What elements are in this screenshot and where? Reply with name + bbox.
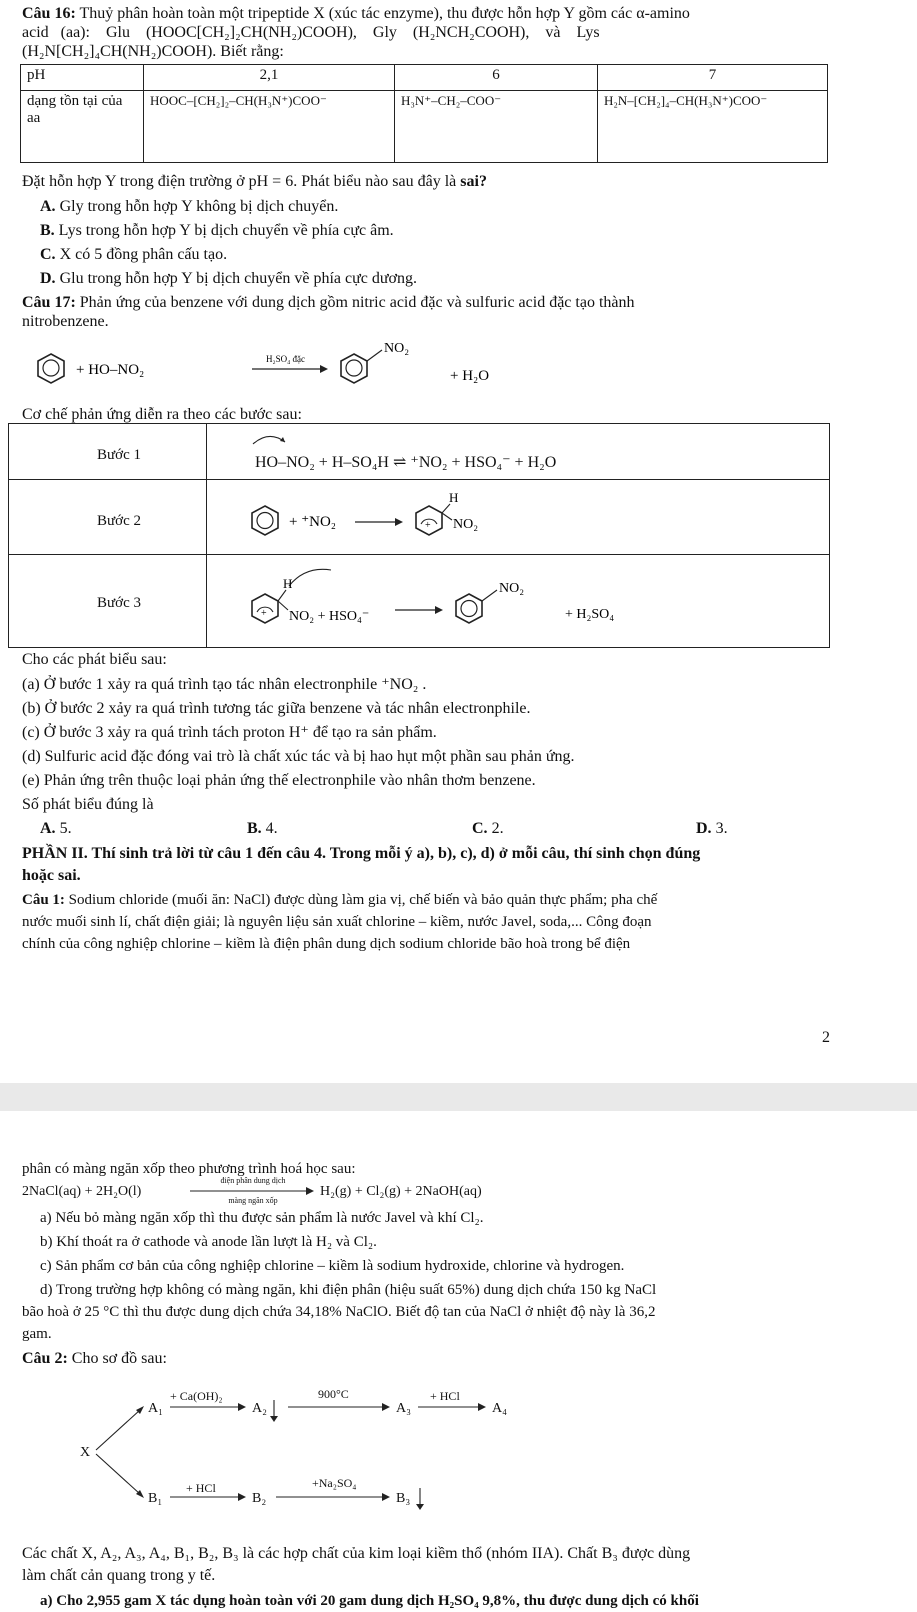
c2-a4: A₄	[492, 1401, 507, 1416]
arrow-icon	[435, 606, 443, 614]
q17-title: Câu 17:	[22, 294, 76, 311]
c2-a3: A₃	[396, 1401, 411, 1416]
q16-form-glu: HOOC–[CH₂]₂–CH(H₃N⁺)COO⁻	[144, 91, 395, 163]
q16-intro-2: acid (aa): Glu (HOOC[CH₂]₂CH(NH₂)COOH), Gly (H₂NCH₂COOH), và Lys	[22, 24, 600, 41]
step3-label: Bước 3	[97, 595, 141, 611]
option-label: C.	[40, 246, 56, 263]
option-text: X có 5 đồng phân cấu tạo.	[59, 246, 228, 263]
q17-answer-d[interactable]	[696, 819, 728, 838]
answer-label: A.	[40, 820, 56, 837]
c2-intro: Cho sơ đồ sau:	[71, 1350, 167, 1367]
q16-question-bold: sai?	[460, 173, 487, 190]
answer-label: C.	[472, 820, 488, 837]
eq-no2: NO₂	[384, 341, 410, 356]
option-label: D.	[40, 270, 56, 287]
q16-form-lys: H₂N–[CH₂]₄–CH(H₃N⁺)COO⁻	[598, 91, 828, 163]
c1-line1	[22, 891, 657, 909]
c2-x: X	[80, 1445, 91, 1460]
c1-item-a: a) Nếu bỏ màng ngăn xốp thì thu được sản phẩm là nước Javel và khí Cl₂.	[40, 1210, 484, 1226]
q17-statement-a: (a) Ở bước 1 xảy ra quá trình tạo tác nhân electronphile ⁺NO₂ .	[22, 676, 427, 693]
c1-eq-right: H₂(g) + Cl₂(g) + 2NaOH(aq)	[320, 1184, 482, 1199]
part2-heading-1: PHẦN II. Thí sinh trả lời từ câu 1 đến câu 4. Trong mỗi ý a), b), c), d) ở mỗi câu, thí sinh chọn đúng	[22, 845, 701, 862]
q17-statement-b: (b) Ở bước 2 xảy ra quá trình tương tác giữa benzene và tác nhân electronphile.	[22, 700, 531, 717]
q16-th-7: 7	[598, 65, 828, 91]
c2-a1: A₁	[148, 1401, 163, 1416]
q17-answer-b[interactable]	[247, 819, 278, 838]
svg-text:+: +	[425, 520, 431, 531]
q16-title: Câu 16:	[22, 5, 76, 22]
q17-mechanism-table	[8, 423, 830, 648]
step1-label: Bước 1	[97, 447, 141, 463]
q17-intro-2: nitrobenzene.	[22, 313, 109, 330]
q17-statements-title: Cho các phát biểu sau:	[22, 651, 167, 668]
c1-line3: chính của công nghiệp chlorine – kiềm là điện phân dung dịch sodium chloride bão hoà trong bể điện	[22, 936, 631, 952]
c2-a2-cond: 900°C	[318, 1387, 349, 1401]
step3-no2b: NO₂	[499, 581, 525, 596]
c1-line1-text: Sodium chloride (muối ăn: NaCl) được dùng làm gia vị, chế biến và bảo quản thực phẩm; pha chế	[68, 892, 658, 908]
c1-item-c: c) Sản phẩm cơ bản của công nghiệp chlorine – kiềm là sodium hydroxide, chlorine và hydrogen.	[40, 1258, 625, 1274]
eq-condition: H₂SO₄ đặc	[266, 354, 306, 364]
c2-b1: B₁	[148, 1491, 163, 1506]
c1-line2: nước muối sinh lí, chất điện giải; là nguyên liệu sản xuất chlorine – kiềm, nước Javel, soda,... Công đoạn	[22, 914, 652, 930]
eq-reagent: + HO–NO₂	[76, 362, 145, 378]
c2-b3: B₃	[396, 1491, 411, 1506]
q16-option-c[interactable]	[40, 245, 227, 264]
c2-b2: B₂	[252, 1491, 267, 1506]
c2-note-1: Các chất X, A₂, A₃, A₄, B₁, B₂, B₃ là các hợp chất của kim loại kiềm thổ (nhóm IIA). Chất B₃ được dùng	[22, 1545, 691, 1562]
option-label: B.	[40, 222, 55, 239]
nitrobenzene-icon	[456, 590, 497, 623]
q17-intro-1: Phản ứng của benzene với dung dịch gồm nitric acid đặc và sulfuric acid đặc tạo thành	[79, 294, 635, 311]
answer-text: 3.	[715, 820, 728, 837]
step2-no2: NO₂	[453, 517, 479, 532]
q16-line1	[22, 4, 690, 23]
part2-heading-2: hoặc sai.	[22, 867, 81, 884]
q17-mechanism-title: Cơ chế phản ứng diễn ra theo các bước sau:	[22, 406, 302, 423]
arenium-ion-icon	[252, 590, 288, 623]
step2-label: Bước 2	[97, 513, 141, 529]
q17-line1	[22, 293, 635, 312]
q16-intro-3: (H₂N[CH₂]₄CH(NH₂)COOH). Biết rằng:	[22, 43, 284, 60]
c2-b2-reagent: +Na₂SO₄	[312, 1476, 357, 1490]
q17-answer-c[interactable]	[472, 819, 504, 838]
q16-th-21: 2,1	[144, 65, 395, 91]
c1-eq-left: 2NaCl(aq) + 2H₂O(l)	[22, 1184, 142, 1199]
q16-option-b[interactable]	[40, 221, 394, 240]
c2-item-a: a) Cho 2,955 gam X tác dụng hoàn toàn với 20 gam dung dịch H₂SO₄ 9,8%, thu được dung dịch có khối	[40, 1593, 699, 1609]
eq-water: + H₂O	[450, 368, 490, 384]
answer-label: D.	[696, 820, 712, 837]
q17-count-question: Số phát biểu đúng là	[22, 796, 154, 813]
arrow-icon	[395, 518, 403, 526]
q16-th-6: 6	[395, 65, 598, 91]
q16-form-gly: H₃N⁺–CH₂–COO⁻	[395, 91, 598, 163]
step1-curved-arrow-icon	[249, 430, 289, 446]
c2-line1	[22, 1349, 167, 1368]
svg-text:+: +	[261, 608, 267, 619]
c2-scheme	[60, 1382, 620, 1522]
page-number: 2	[822, 1029, 830, 1046]
c2-a2: A₂	[252, 1401, 267, 1416]
step3-diagram	[245, 560, 685, 642]
c2-note-2: làm chất cản quang trong y tế.	[22, 1567, 216, 1584]
c1-item-d-3: gam.	[22, 1326, 52, 1342]
q17-equation	[30, 336, 510, 396]
benzene-icon	[38, 354, 64, 383]
c1-title: Câu 1:	[22, 892, 65, 908]
q17-statement-c: (c) Ở bước 3 xảy ra quá trình tách proton H⁺ để tạo ra sản phẩm.	[22, 724, 437, 741]
q17-statement-d: (d) Sulfuric acid đặc đóng vai trò là chất xúc tác và bị hao hụt một phần sau phản ứng.	[22, 748, 575, 765]
c1-eq-cond-top: điện phân dung dịch	[220, 1176, 286, 1185]
option-text: Glu trong hỗn hợp Y bị dịch chuyển về phía cực dương.	[59, 270, 418, 287]
c2-b1-reagent: + HCl	[186, 1481, 216, 1495]
c2-a1-reagent: + Ca(OH)₂	[170, 1389, 223, 1403]
answer-text: 5.	[59, 820, 72, 837]
page-break	[0, 1083, 917, 1111]
answer-text: 2.	[491, 820, 504, 837]
option-label: A.	[40, 198, 56, 215]
step2-plus: + ⁺NO₂	[289, 514, 337, 530]
step3-no2a: NO₂ + HSO₄⁻	[289, 609, 370, 624]
q16-th-ph: pH	[21, 65, 144, 91]
c2-title: Câu 2:	[22, 1350, 68, 1367]
q17-statement-e: (e) Phản ứng trên thuộc loại phản ứng thế electronphile vào nhân thơm benzene.	[22, 772, 536, 789]
option-text: Lys trong hỗn hợp Y bị dịch chuyển về phía cực âm.	[58, 222, 394, 239]
c1-item-b: b) Khí thoát ra ở cathode và anode lần lượt là H₂ và Cl₂.	[40, 1234, 377, 1250]
arenium-ion-icon	[416, 504, 452, 535]
c1-item-d-1: d) Trong trường hợp không có màng ngăn, khi điện phân (hiệu suất 65%) dung dịch chứa 150 kg NaCl	[40, 1282, 657, 1298]
benzene-icon	[252, 506, 278, 535]
q17-answer-a[interactable]	[40, 819, 72, 838]
step1-equation: HO–NO₂ + H–SO₄H ⇌ ⁺NO₂ + HSO₄⁻ + H₂O	[255, 454, 557, 471]
step3-tail: + H₂SO₄	[565, 607, 615, 622]
c1-eq-cond-bottom: màng ngăn xốp	[228, 1196, 278, 1205]
step2-diagram	[245, 492, 655, 550]
answer-label: B.	[247, 820, 262, 837]
eq-arrowhead-icon	[320, 365, 328, 373]
c2-a3-reagent: + HCl	[430, 1389, 460, 1403]
q16-intro-1: Thuỷ phân hoàn toàn một tripeptide X (xúc tác enzyme), thu được hỗn hợp Y gồm các α-amino	[79, 5, 690, 22]
nitrobenzene-icon	[341, 350, 382, 383]
step3-h: H	[283, 576, 293, 591]
c1-item-d-2: bão hoà ở 25 °C thì thu được dung dịch chứa 34,18% NaClO. Biết độ tan của NaCl ở nhiệt độ này là 36,2	[22, 1304, 656, 1320]
q16-option-d[interactable]	[40, 269, 417, 288]
step2-h: H	[449, 492, 459, 505]
q16-option-a[interactable]	[40, 197, 338, 216]
q16-question-text: Đặt hỗn hợp Y trong điện trường ở pH = 6. Phát biểu nào sau đây là	[22, 173, 457, 190]
q16-table	[20, 64, 828, 163]
option-text: Gly trong hỗn hợp Y không bị dịch chuyển.	[59, 198, 339, 215]
q16-row-label: dạng tồn tại của aa	[21, 91, 144, 163]
q16-question	[22, 172, 487, 191]
answer-text: 4.	[265, 820, 278, 837]
c1-line4: phân có màng ngăn xốp theo phương trình hoá học sau:	[22, 1161, 356, 1177]
step3-curved-arrow-icon	[289, 569, 331, 586]
